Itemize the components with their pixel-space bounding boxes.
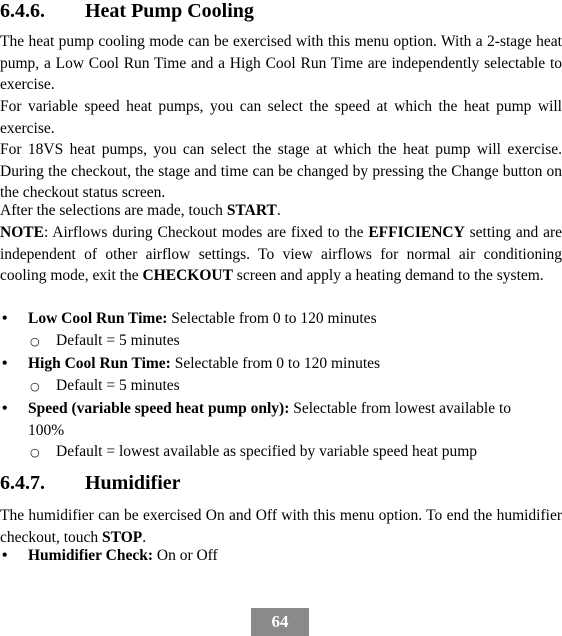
circle-bullet-icon: ○ xyxy=(30,446,40,459)
bullet-marker: • xyxy=(2,400,8,417)
sub-item-speed-default: ○ Default = lowest available as specified by variable speed heat pump xyxy=(30,441,477,464)
bullet-text: Selectable from 0 to 120 minutes xyxy=(167,310,377,327)
circle-bullet-icon: ○ xyxy=(30,380,40,393)
sub-item-low-cool-default: ○ Default = 5 minutes xyxy=(30,330,180,353)
start-keyword: START xyxy=(226,202,277,219)
section-title: Humidifier xyxy=(85,472,181,494)
intro-paragraph: The heat pump cooling mode can be exercised with this menu option. With a 2-stage heat pump, a Low Cool Run Time and a High Cool Run Time are independently selectable to exercise. xyxy=(0,33,562,93)
bullet-text: Selectable from 0 to 120 minutes xyxy=(170,355,381,372)
stop-keyword: STOP xyxy=(102,528,143,546)
bullet-marker: • xyxy=(2,355,8,372)
18vs-paragraph: For 18VS heat pumps, you can select the stage at which the heat pump will exercise. During the checkout, the stage and time can be changed by pressing the Change button on the checkout status screen. xyxy=(0,141,562,201)
start-paragraph: After the selections are made, touch START. xyxy=(0,202,281,219)
sub-item-high-cool-default: ○ Default = 5 minutes xyxy=(30,375,180,398)
bullet-marker: • xyxy=(2,310,8,327)
section-heading-humidifier xyxy=(0,472,181,494)
bullet-text: On or Off xyxy=(153,547,218,564)
list-item-high-cool-run-time xyxy=(0,353,562,375)
section-number: 6.4.7. xyxy=(0,472,45,494)
bullet-label: Low Cool Run Time: xyxy=(28,310,168,327)
list-item-speed xyxy=(0,398,540,442)
list-item-humidifier-check xyxy=(0,545,562,567)
page-number-badge: 64 xyxy=(251,608,309,636)
bullet-marker: • xyxy=(2,547,8,564)
circle-bullet-icon: ○ xyxy=(30,335,40,348)
bullet-label: High Cool Run Time: xyxy=(28,355,171,372)
section-title: Heat Pump Cooling xyxy=(85,0,254,22)
note-paragraph: NOTE: Airflows during Checkout modes are fixed to the EFFICIENCY setting and are independent of other airflow settings. To view airflows for normal air conditioning cooling mode, exit the CHECKOUT screen and apply a heating demand to the system. xyxy=(0,224,562,284)
checkout-keyword: CHECKOUT xyxy=(142,267,233,284)
bullet-text: Selectable from lowest available to 100% xyxy=(28,400,512,439)
variable-speed-paragraph: For variable speed heat pumps, you can select the speed at which the heat pump will exercise. xyxy=(0,98,562,137)
humidifier-paragraph: The humidifier can be exercised On and Off with this menu option. To end the humidifier checkout, touch STOP. xyxy=(0,507,562,546)
section-heading-heat-pump-cooling xyxy=(0,0,254,22)
efficiency-keyword: EFFICIENCY xyxy=(368,224,465,241)
list-item-low-cool-run-time xyxy=(0,308,562,330)
bullet-label: Humidifier Check: xyxy=(28,547,153,564)
note-label: NOTE xyxy=(0,224,44,241)
bullet-label: Speed (variable speed heat pump only): xyxy=(28,400,290,417)
section-number: 6.4.6. xyxy=(0,0,45,22)
